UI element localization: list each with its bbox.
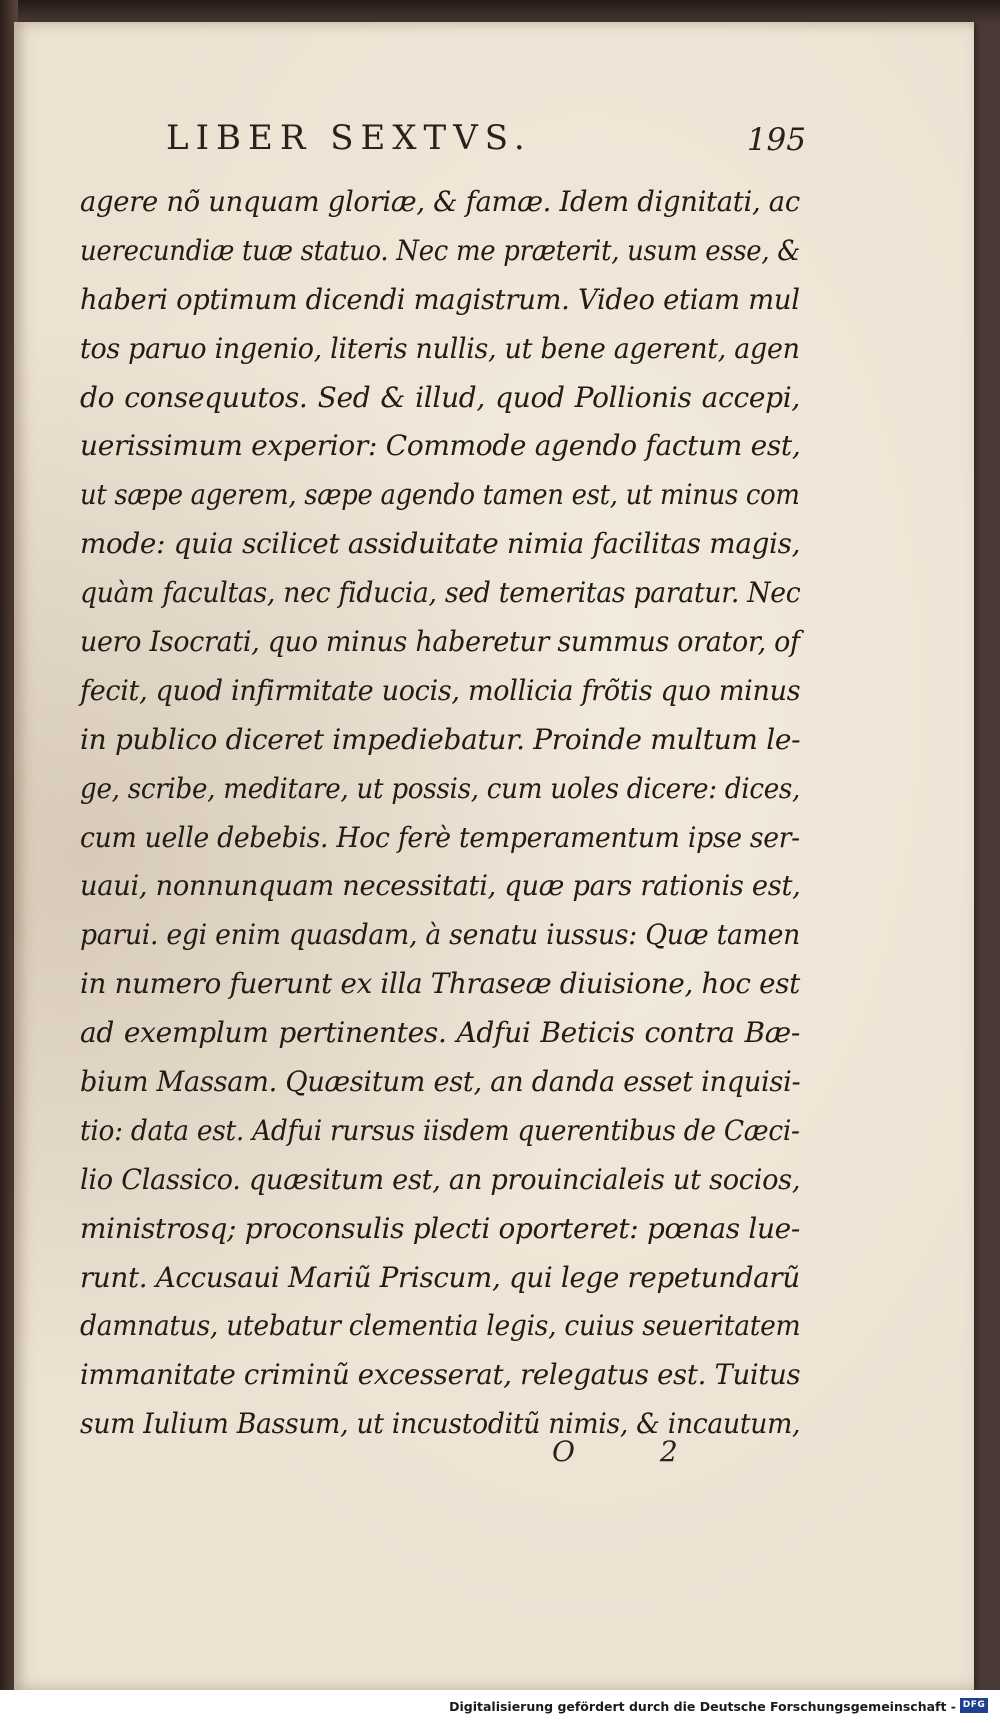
text-line: tio: data est. Adfui rursus iisdem querentibus de Cæci- (80, 1113, 800, 1147)
text-line: bium Massam. Quæsitum est, an danda esset inquisi- (80, 1065, 801, 1099)
text-line: agere nõ unquam gloriæ, & famæ. Idem dignitati, ac (80, 185, 800, 218)
text-line: quàm facultas, nec fiducia, sed temeritas paratur. Nec (80, 576, 801, 610)
text-line: mode: quia scilicet assiduitate nimia facilitas magis, (80, 527, 801, 561)
text-line: cum uelle debebis. Hoc ferè temperamentum ipse ser- (80, 820, 800, 854)
funding-notice: Digitalisierung gefördert durch die Deutsche Forschungsgemeinschaft - (449, 1699, 956, 1714)
text-line: ad exemplum pertinentes. Adfui Beticis contra Bæ- (80, 1016, 800, 1050)
text-line: immanitate criminũ excesserat, relegatus est. Tuitus (80, 1358, 801, 1392)
text-line: damnatus, utebatur clementia legis, cuius seueritatem (80, 1309, 801, 1343)
text-line: tos paruo ingenio, literis nullis, ut bene agerent, agen (80, 331, 800, 365)
text-line: uaui, nonnunquam necessitati, quæ pars rationis est, (80, 869, 801, 903)
dfg-logo: DFG (960, 1698, 988, 1713)
text-line: haberi optimum dicendi magistrum. Video etiam mul (80, 282, 800, 316)
page-number: 195 (746, 122, 806, 158)
book-top-edge (0, 0, 1000, 24)
text-line: fecit, quod infirmitate uocis, mollicia frõtis quo minus (80, 673, 801, 707)
text-line: do consequutos. Sed & illud, quod Pollionis accepi, (80, 380, 800, 414)
text-line: runt. Accusaui Mariũ Priscum, qui lege repetundarũ (80, 1260, 800, 1294)
text-line: uerecundiæ tuæ statuo. Nec me præterit, usum esse, & (80, 233, 801, 267)
running-head (166, 118, 806, 178)
text-line: lio Classico. quæsitum est, an prouincialeis ut socios, (80, 1162, 801, 1196)
text-line: in publico diceret impediebatur. Proinde multum le- (80, 722, 801, 756)
text-line: uerissimum experior: Commode agendo factum est, (80, 429, 801, 463)
text-line: ministrosq; proconsulis plecti oporteret: pœnas lue- (80, 1211, 800, 1245)
text-line: ut sæpe agerem, sæpe agendo tamen est, ut minus com (80, 478, 800, 512)
text-line: uero Isocrati, quo minus haberetur summus orator, of (80, 625, 800, 659)
text-line: ge, scribe, meditare, ut possis, cum uoles dicere: dices, (80, 771, 801, 805)
body-text (80, 178, 800, 1449)
digitization-footer (0, 1690, 1000, 1723)
signature-mark: O 2 (552, 1435, 716, 1468)
text-line: parui. egi enim quasdam, à senatu iussus: Quæ tamen (80, 918, 801, 952)
text-line: in numero fuerunt ex illa Thraseæ diuisione, hoc est (80, 967, 800, 1001)
book-page (14, 22, 974, 1690)
running-head-title: LIBER SEXTVS. (166, 118, 532, 158)
text-line: sum Iulium Bassum, ut incustoditũ nimis, & incautum, (80, 1407, 801, 1441)
